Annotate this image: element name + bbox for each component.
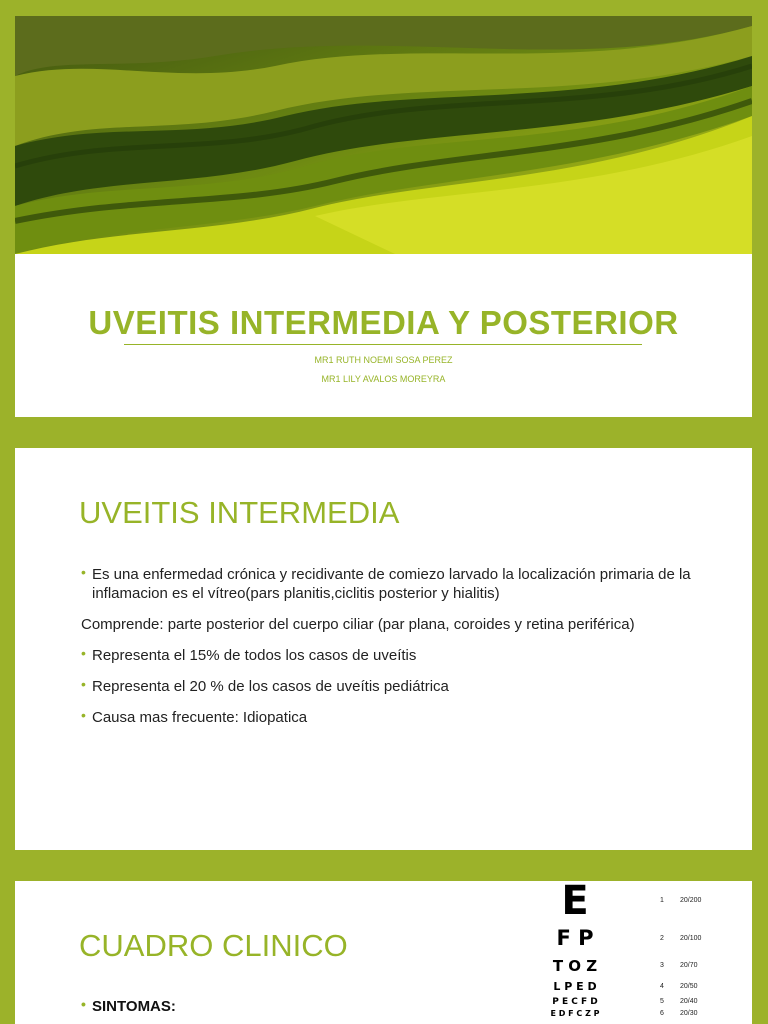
chart-row-number: 2 [660,935,664,942]
chart-row-acuity: 20/70 [680,962,698,969]
sintomas-label: SINTOMAS: [92,998,176,1015]
author-1: MR1 RUTH NOEMI SOSA PEREZ [314,355,453,365]
slide-heading: UVEITIS INTERMEDIA [79,495,400,530]
list-item [81,565,721,603]
chart-row-acuity: 20/100 [680,935,702,942]
list-item [81,708,721,727]
chart-row-number: 1 [660,897,664,904]
snellen-eye-chart [520,881,724,1024]
bullet-icon: • [81,707,86,723]
chart-row-acuity: 20/200 [680,897,702,904]
author-2: MR1 LILY AVALOS MOREYRA [321,374,446,384]
title-underline [124,344,642,345]
list-item [81,646,721,665]
chart-row-acuity: 20/40 [680,998,698,1005]
chart-row-letters: F P [556,926,594,950]
chart-row-number: 5 [660,998,664,1005]
sintomas-item [81,998,176,1015]
bullet-icon: • [81,676,86,692]
chart-row-letters: E D F C Z P [550,1009,600,1018]
cuadro-clinico-slide [15,881,752,1024]
landscape-banner-image [15,16,752,254]
list-item [81,615,721,634]
list-item-text: Representa el 20 % de los casos de uveítis pediátrica [92,678,449,695]
chart-row-letters: L P E D [553,980,597,993]
content-list [81,565,721,739]
list-item-text: Comprende: parte posterior del cuerpo ciliar (par plana, coroides y retina periférica) [81,616,635,633]
chart-row-acuity: 20/30 [680,1010,698,1017]
chart-row-letters: E [561,881,589,924]
chart-row-number: 4 [660,983,664,990]
title-slide [15,16,752,417]
uveitis-intermedia-slide [15,448,752,850]
list-item-text: Es una enfermedad crónica y recidivante de comiezo larvado la localización primaria de la inflamacion es el vítreo(pars planitis,ciclitis posterior y hialitis) [92,566,691,602]
chart-row-number: 6 [660,1010,664,1017]
slide-heading: CUADRO CLINICO [79,928,348,963]
presentation-title: UVEITIS INTERMEDIA Y POSTERIOR [88,304,679,341]
bullet-icon: • [81,996,86,1012]
bullet-icon: • [81,564,86,580]
bullet-icon: • [81,645,86,661]
chart-row-acuity: 20/50 [680,983,698,990]
list-item [81,677,721,696]
chart-row-letters: P E C F D [552,997,598,1007]
list-item-text: Representa el 15% de todos los casos de uveítis [92,647,417,664]
list-item-text: Causa mas frecuente: Idiopatica [92,709,308,726]
chart-row-number: 3 [660,962,664,969]
chart-row-letters: T O Z [552,957,598,975]
